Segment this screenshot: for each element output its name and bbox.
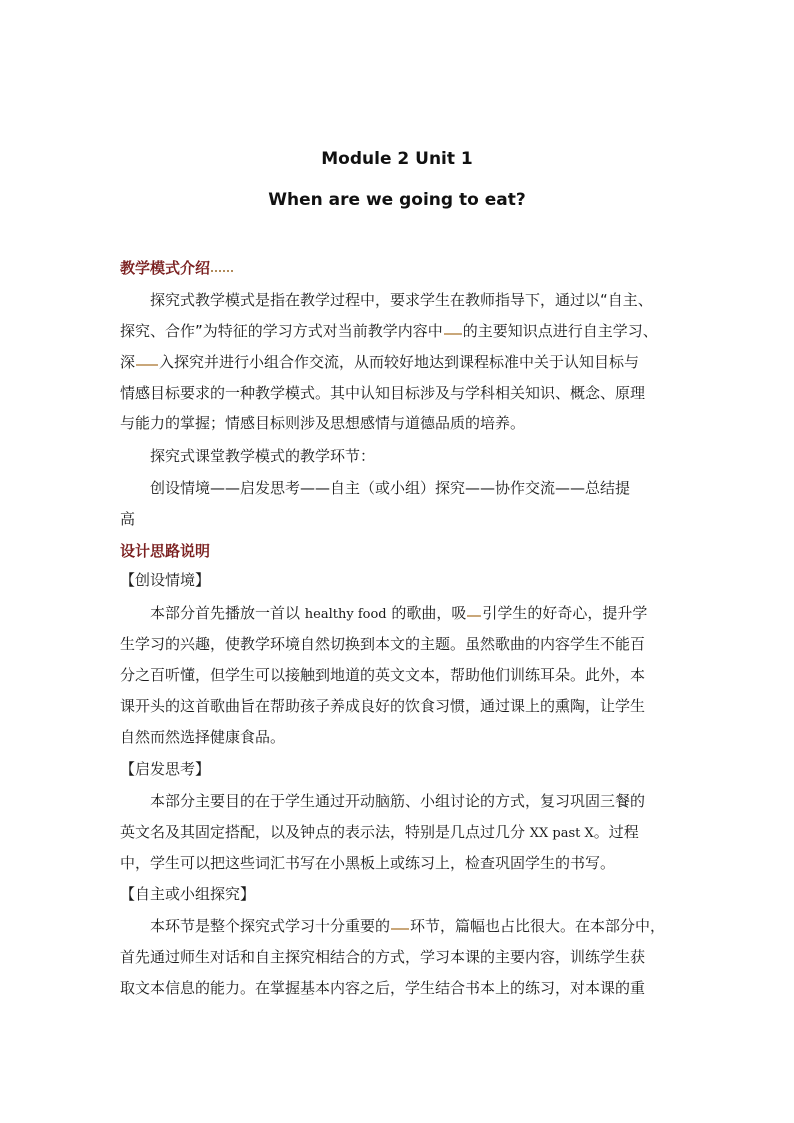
paragraph-line: 高: [120, 510, 136, 528]
text-run: 环节，篇幅也占比很大。在本部分中，: [410, 917, 666, 935]
paragraph-line: 情感目标要求的一种教学模式。其中认知目标涉及与学科相关知识、概念、原理: [120, 384, 646, 402]
text-run: 的主要知识点进行自主学习、: [462, 322, 658, 340]
subsection-label: 【创设情境】: [120, 571, 211, 589]
paragraph-line: 取文本信息的能力。在掌握基本内容之后，学生结合书本上的练习，对本课的重: [120, 979, 646, 997]
paragraph-line: 分之百听懂，但学生可以接触到地道的英文文本，帮助他们训练耳朵。此外，本: [120, 666, 646, 684]
text-run: 的歌曲，吸: [386, 604, 467, 622]
paragraph-line: 自然而然选择健康食品。: [120, 728, 286, 746]
paragraph-line: 创设情境——启发思考——自主（或小组）探究——协作交流——总结提: [150, 479, 631, 497]
paragraph-line: 中，学生可以把这些词汇书写在小黑板上或练习上，检查巩固学生的书写。: [120, 854, 616, 872]
paragraph-line: [150, 916, 710, 936]
text-run: 本部分首先播放一首以: [150, 604, 305, 622]
paragraph-line: 探究式课堂教学模式的教学环节：: [150, 447, 376, 465]
heading-text: 教学模式介绍: [120, 259, 211, 277]
paragraph-line: 生学习的兴趣，使教学环境自然切换到本文的主题。虽然歌曲的内容学生不能百: [120, 635, 646, 653]
paragraph-line: [150, 603, 710, 625]
subsection-label: 【自主或小组探究】: [120, 885, 256, 903]
paragraph-line: 与能力的掌握；情感目标则涉及思想感情与道德品质的培养。: [120, 414, 526, 432]
text-run: 英文名及其固定搭配，以及钟点的表示法，特别是几点过几分: [120, 823, 530, 841]
subsection-label: 【启发思考】: [120, 760, 211, 778]
paragraph-line: [120, 822, 680, 844]
paragraph-line: [120, 352, 680, 372]
english-term: healthy food: [304, 607, 387, 622]
dotted-mark: [211, 270, 233, 272]
text-run: 本环节是整个探究式学习十分重要的: [150, 917, 391, 935]
document-title: Module 2 Unit 1: [321, 149, 473, 169]
blank-gap: [391, 927, 409, 930]
text-run: 入探究并进行小组合作交流，从而较好地达到课程标准中关于认知目标与: [159, 353, 640, 371]
text-run: 深: [120, 353, 136, 371]
section-heading-design: [120, 540, 210, 561]
text-run: 。过程: [593, 823, 639, 841]
english-term: XX past X: [529, 826, 594, 841]
blank-gap: [444, 332, 462, 335]
text-run: 引学生的好奇心，提升学: [482, 604, 648, 622]
paragraph-line: 探究式教学模式是指在教学过程中，要求学生在教师指导下，通过以“自主、: [150, 291, 653, 309]
paragraph-line: 课开头的这首歌曲旨在帮助孩子养成良好的饮食习惯，通过课上的熏陶，让学生: [120, 697, 646, 715]
heading-text: 设计思路说明: [120, 542, 211, 560]
section-heading-teaching-mode: [120, 257, 233, 278]
blank-gap: [467, 614, 481, 617]
paragraph-line: 本部分主要目的在于学生通过开动脑筋、小组讨论的方式，复习巩固三餐的: [150, 792, 646, 810]
document-subtitle: When are we going to eat?: [268, 190, 526, 210]
paragraph-line: 首先通过师生对话和自主探究相结合的方式，学习本课的主要内容，训练学生获: [120, 948, 646, 966]
text-run: 探究、合作”为特征的学习方式对当前教学内容中: [120, 322, 443, 340]
paragraph-line: [120, 321, 680, 341]
blank-gap: [136, 363, 158, 366]
